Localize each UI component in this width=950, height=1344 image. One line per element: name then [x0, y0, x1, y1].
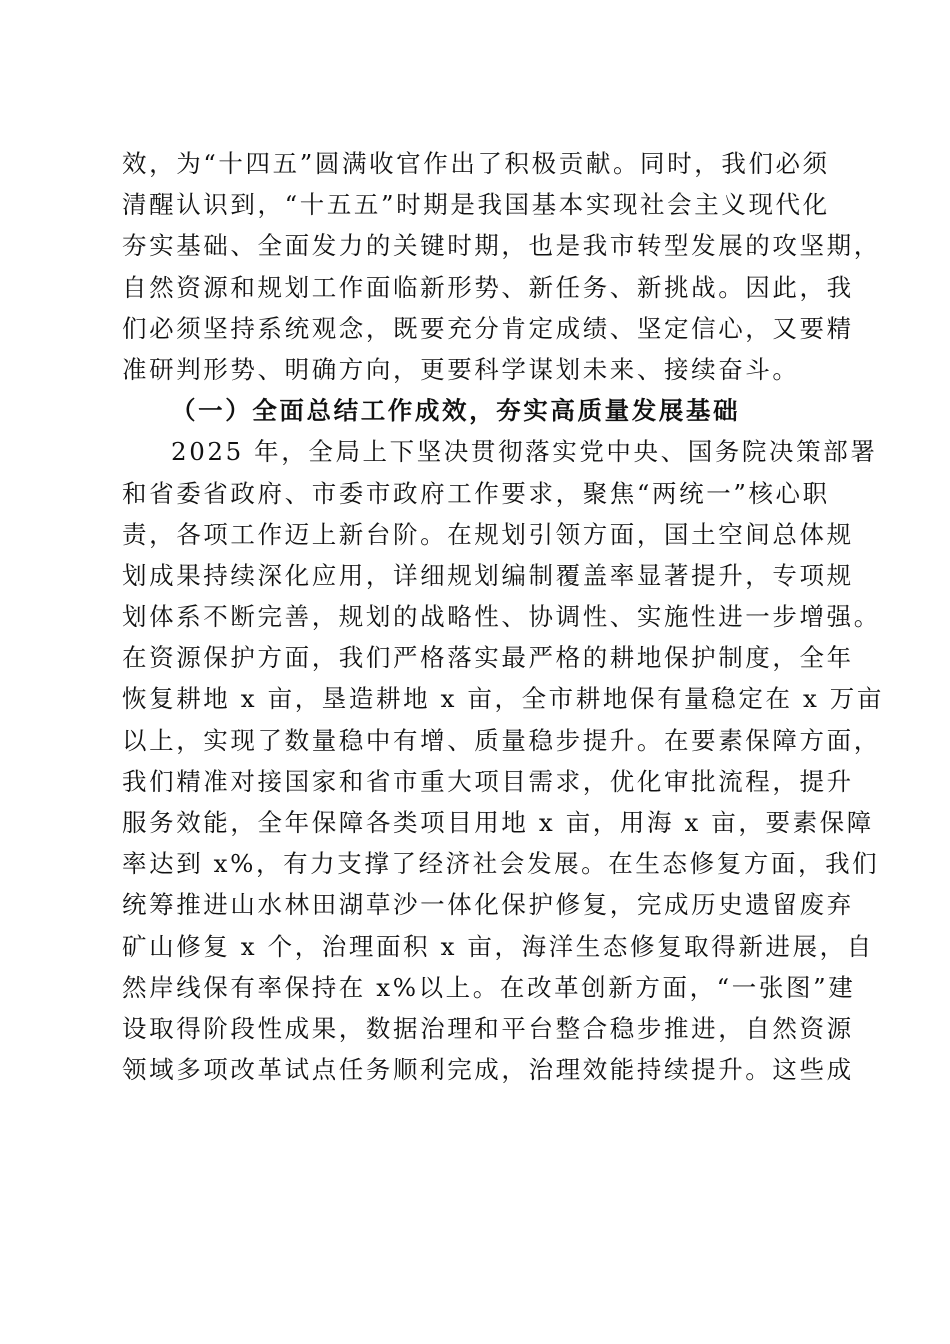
body-line: 领域多项改革试点任务顺利完成，治理效能持续提升。这些成: [122, 1055, 854, 1085]
body-line: 恢复耕地 x 亩，垦造耕地 x 亩，全市耕地保有量稳定在 x 万亩: [122, 684, 884, 714]
body-line: 们必须坚持系统观念，既要充分肯定成绩、坚定信心，又要精: [122, 313, 854, 343]
body-line: 统筹推进山水林田湖草沙一体化保护修复，完成历史遗留废弃: [122, 890, 854, 920]
body-line: 服务效能，全年保障各类项目用地 x 亩，用海 x 亩，要素保障: [122, 808, 874, 837]
body-line: 效，为“十四五”圆满收官作出了积极贡献。同时，我们必须: [122, 149, 830, 178]
body-line: 划成果持续深化应用，详细规划编制覆盖率显著提升，专项规: [122, 560, 854, 590]
body-line: 夯实基础、全面发力的关键时期，也是我市转型发展的攻坚期，: [122, 231, 881, 261]
section-heading: （一）全面总结工作成效，夯实高质量发展基础: [171, 396, 741, 426]
body-line: 矿山修复 x 个，治理面积 x 亩，海洋生态修复取得新进展，自: [122, 931, 874, 961]
body-line: 准研判形势、明确方向，更要科学谋划未来、接续奋斗。: [122, 354, 800, 384]
body-line: 和省委省政府、市委市政府工作要求，聚焦“两统一”核心职: [122, 478, 830, 508]
body-line: 划体系不断完善，规划的战略性、协调性、实施性进一步增强。: [122, 602, 881, 632]
body-line: 我们精准对接国家和省市重大项目需求，优化审批流程，提升: [122, 766, 854, 796]
body-line: 率达到 x%，有力支撑了经济社会发展。在生态修复方面，我们: [122, 849, 880, 879]
body-line: 责，各项工作迈上新台阶。在规划引领方面，国土空间总体规: [122, 519, 854, 549]
body-line: 然岸线保有率保持在 x%以上。在改革创新方面，“一张图”建: [122, 972, 856, 1002]
body-line: 设取得阶段性成果，数据治理和平台整合稳步推进，自然资源: [122, 1013, 854, 1043]
body-line: 在资源保护方面，我们严格落实最严格的耕地保护制度，全年: [122, 643, 854, 673]
document-body: [122, 143, 884, 1090]
body-line: 自然资源和规划工作面临新形势、新任务、新挑战。因此，我: [122, 272, 854, 302]
body-line: 清醒认识到，“十五五”时期是我国基本实现社会主义现代化: [122, 190, 830, 220]
paragraph-first-line: 2025 年，全局上下坚决贯彻落实党中央、国务院决策部署: [171, 437, 878, 467]
body-line: 以上，实现了数量稳中有增、质量稳步提升。在要素保障方面，: [122, 725, 881, 755]
